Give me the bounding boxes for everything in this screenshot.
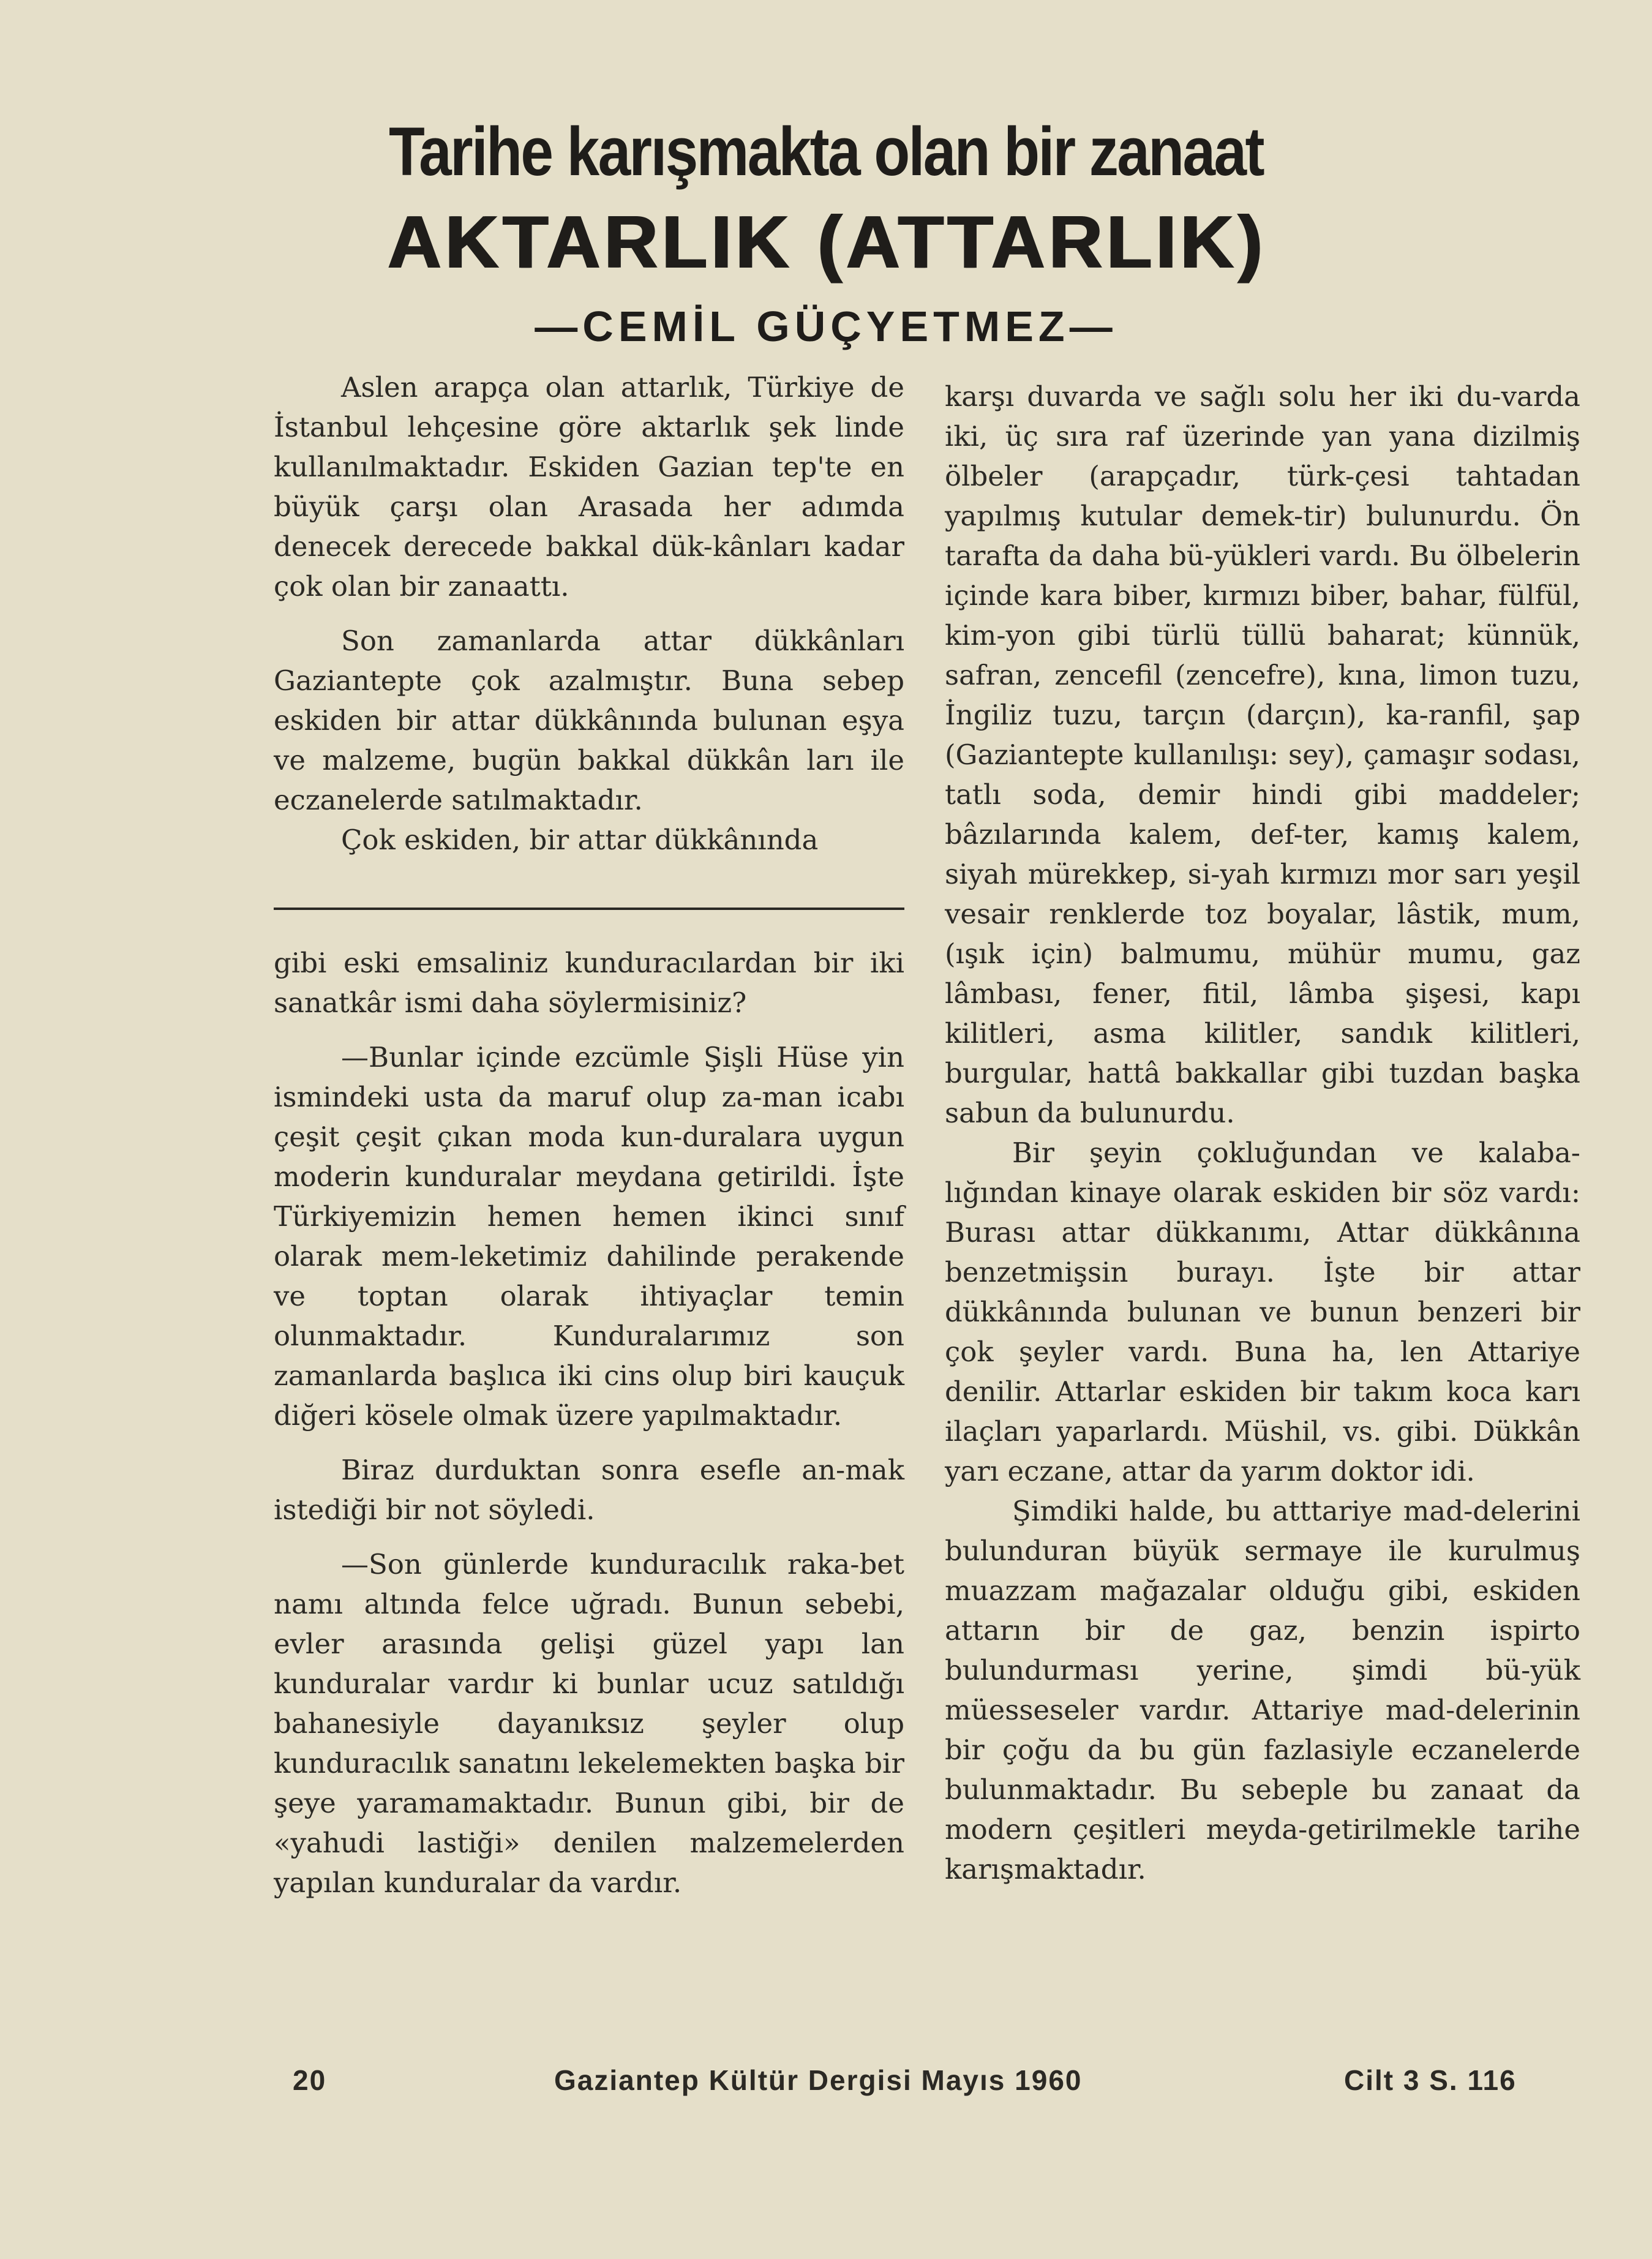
- article-title: AKTARLIK (ATTARLIK): [386, 200, 1266, 284]
- paragraph: Şimdiki halde, bu atttariye mad-delerini bulunduran büyük sermaye ile kurulmuş muazzam mağazalar olduğu gibi, eskiden attarın bir de gaz, benzin ispirto bulundurması yerine, şimdi bü-yük müesseseler vardır. Attariye mad-delerinin bir çoğu da bu gün fazlasiyle eczanelerde bulunmaktadır. Bu sebeple bu zanaat da modern çeşitleri meyda-getirilmekle tarihe karışmaktadır.: [945, 1495, 1580, 1885]
- column-left-top: [274, 367, 904, 870]
- paragraph: Biraz durduktan sonra esefle an-mak istediği bir not söyledi.: [274, 1454, 904, 1526]
- paragraph: —Bunlar içinde ezcümle Şişli Hüse yin ismindeki usta da maruf olup za-man icabı çeşit çeşit çıkan moda kun-duralara uygun moderin kunduralar meydana getirildi. İşte Türkiyemizin hemen hemen ikinci sınıf olarak mem-leketimiz dahilinde perakende ve toptan olarak ihtiyaçlar temin olunmaktadır. Kunduralarımız son zamanlarda başlıca iki cins olup biri kauçuk diğeri kösele olmak üzere yapılmaktadır.: [274, 1041, 904, 1432]
- paragraph: Son zamanlarda attar dükkânları Gaziantepte çok azalmıştır. Buna sebep eskiden bir attar dükkânında bulunan eşya ve malzeme, bugün bakkal dükkân ları ile eczanelerde satılmaktadır.: [274, 625, 904, 816]
- volume-number: Cilt 3 S. 116: [1344, 2064, 1517, 2096]
- magazine-issue: Gaziantep Kültür Dergisi Mayıs 1960: [554, 2064, 1083, 2096]
- page-number: 20: [293, 2064, 327, 2096]
- paragraph: gibi eski emsaliniz kunduracılardan bir iki sanatkâr ismi daha söylermisiniz?: [274, 947, 904, 1019]
- paragraph: karşı duvarda ve sağlı solu her iki du-varda iki, üç sıra raf üzerinde yan yana dizilmiş ölbeler (arapçadır, türk-çesi tahtadan yapılmış kutular demek-tir) bulunurdu. Ön tarafta da daha bü-yükleri vardı. Bu ölbelerin içinde kara biber, kırmızı biber, bahar, fülfül, kim-yon gibi türlü tüllü baharat; künnük, safran, zencefil (zencefre), kına, limon tuzu, İngiliz tuzu, tarçın (darçın), ka-ranfil, şap (Gaziantepte kullanılışı: sey), çamaşır sodası, tatlı soda, demir hindi gibi maddeler; bâzılarında kalem, def-ter, kamış kalem, siyah mürekkep, si-yah kırmızı mor sarı yeşil vesair renklerde toz boyalar, lâstik, mum, (ışık için) balmumu, mühür mumu, gaz lâmbası, fener, fitil, lâmba şişesi, kapı kilitleri, asma kilitler, sandık kilitleri, burgular, hattâ bakkallar gibi tuzdan başka sabun da bulunurdu.: [945, 380, 1580, 1129]
- article-supertitle: Tarihe karışmakta olan bir zanaat: [388, 113, 1264, 190]
- column-left-bottom: [274, 943, 904, 2009]
- article-author: —CEMİL GÜÇYETMEZ—: [535, 303, 1117, 350]
- column-right: [945, 377, 1580, 2018]
- paragraph: Aslen arapça olan attarlık, Türkiye de İstanbul lehçesine göre aktarlık şek linde kullanılmaktadır. Eskiden Gazian tep'te en büyük çarşı olan Arasada her adımda denecek derecede bakkal dük-kânları kadar çok olan bir zanaattı.: [274, 371, 904, 603]
- column-divider-rule: [274, 908, 904, 910]
- paragraph: Bir şeyin çokluğundan ve kalaba-lığından kinaye olarak eskiden bir söz vardı: Burası attar dükkanımı, Attar dükkânına benzetmişsin burayı. İşte bir attar dükkânında bulunan ve bunun benzeri bir çok şeyler vardı. Buna ha, len Attariye denilir. Attarlar eskiden bir takım koca karı ilaçları yaparlardı. Müshil, vs. gibi. Dükkân yarı eczane, attar da yarım doktor idi.: [945, 1137, 1580, 1487]
- paragraph: —Son günlerde kunduracılık raka-bet namı altında felce uğradı. Bunun sebebi, evler arasında gelişi güzel yapı lan kunduralar vardır ki bunlar ucuz satıldığı bahanesiyle dayanıksız şeyler olup kunduracılık sanatını lekelemekten başka bir şeye yaramamaktadır. Bunun gibi, bir de «yahudi lastiği» denilen malzemelerden yapılan kunduralar da vardır.: [274, 1548, 904, 1899]
- paragraph: Çok eskiden, bir attar dükkânında: [341, 824, 819, 856]
